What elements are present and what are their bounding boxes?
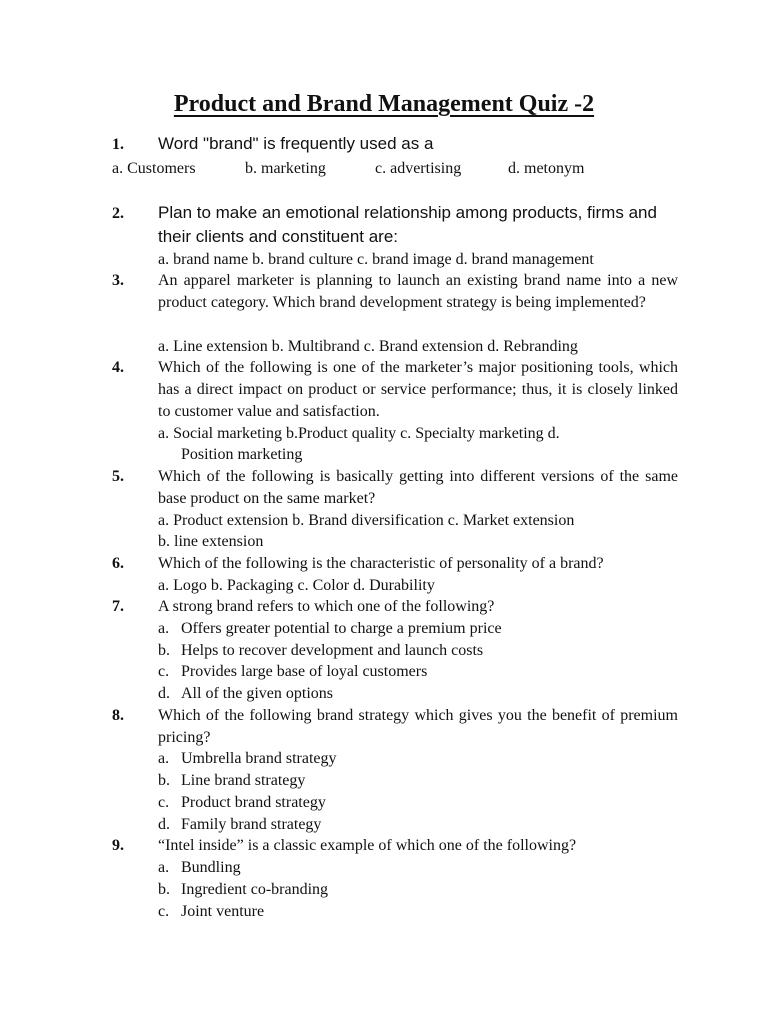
question-text: their clients and constituent are: — [158, 227, 399, 246]
option-letter: a. — [158, 750, 170, 767]
option-letter: b. — [158, 642, 170, 659]
question-text: Which of the following is the characteristic of personality of a brand? — [158, 555, 604, 572]
question-text: Word "brand" is frequently used as a — [158, 134, 434, 153]
question-number: 3. — [112, 272, 124, 289]
question-number: 8. — [112, 707, 124, 724]
option-letter: d. — [158, 685, 170, 702]
option-letter: c. — [158, 903, 170, 920]
answer-options: Position marketing — [181, 446, 303, 463]
question-number: 4. — [112, 359, 124, 376]
question-text: Plan to make an emotional relationship among products, firms and — [158, 203, 657, 222]
question-text: An apparel marketer is planning to launch an existing brand name into a new product category. Which brand development strategy is being implemented? — [158, 272, 678, 311]
option-text: Bundling — [181, 859, 241, 876]
page-title-text: Product and Brand Management Quiz -2 — [173, 91, 595, 117]
page-title — [0, 88, 768, 120]
option-letter: a. — [158, 620, 170, 637]
question-text: Which of the following is basically getting into different versions of the same base product on the same market? — [158, 468, 678, 507]
option-text: Helps to recover development and launch costs — [181, 642, 484, 659]
question-text: Which of the following is one of the marketer’s major positioning tools, which has a direct impact on product or service performance; thus, it is closely linked to customer value and satisfaction. — [158, 359, 678, 420]
question-text: A strong brand refers to which one of the following? — [158, 598, 495, 615]
option-text: Offers greater potential to charge a premium price — [181, 620, 502, 637]
question-number: 9. — [112, 837, 124, 854]
question-number: 2. — [112, 205, 124, 222]
answer-option — [158, 683, 333, 705]
option-letter: b. — [158, 772, 170, 789]
option-letter: d. — [158, 816, 170, 833]
answer-option — [158, 618, 502, 640]
answer-option — [158, 879, 328, 901]
answer-option — [158, 857, 241, 879]
answer-options: a. Logo b. Packaging c. Color d. Durability — [158, 577, 435, 594]
answer-options: b. line extension — [158, 533, 264, 550]
answer-options: a. Social marketing b.Product quality c. Specialty marketing d. — [158, 425, 560, 442]
answer-option — [158, 901, 264, 923]
answer-options: a. brand name b. brand culture c. brand image d. brand management — [158, 251, 594, 268]
answer-option — [158, 814, 321, 836]
option-text: Provides large base of loyal customers — [181, 663, 428, 680]
option-letter: a. — [158, 859, 170, 876]
question-text: Which of the following brand strategy which gives you the benefit of premium pricing? — [158, 707, 678, 746]
question-number: 6. — [112, 555, 124, 572]
option-letter: b. — [158, 881, 170, 898]
option-letter: c. — [158, 663, 170, 680]
answer-option — [158, 770, 305, 792]
option-text: Line brand strategy — [181, 772, 306, 789]
question-number: 7. — [112, 598, 124, 615]
answer-option: a. Customers — [112, 160, 196, 177]
answer-option: d. metonym — [508, 160, 585, 177]
option-text: Umbrella brand strategy — [181, 750, 337, 767]
option-text: Ingredient co-branding — [181, 881, 329, 898]
answer-option: c. advertising — [375, 160, 462, 177]
answer-option — [158, 640, 483, 662]
question-number: 5. — [112, 468, 124, 485]
answer-options: a. Line extension b. Multibrand c. Brand extension d. Rebranding — [158, 338, 578, 355]
option-text: All of the given options — [181, 685, 333, 702]
answer-option: b. marketing — [245, 160, 326, 177]
option-letter: c. — [158, 794, 170, 811]
option-text: Joint venture — [181, 903, 265, 920]
question-number: 1. — [112, 136, 124, 153]
answer-option — [158, 748, 337, 770]
answer-options: a. Product extension b. Brand diversification c. Market extension — [158, 512, 575, 529]
answer-option — [158, 661, 427, 683]
answer-option — [158, 792, 326, 814]
option-text: Family brand strategy — [181, 816, 322, 833]
option-text: Product brand strategy — [181, 794, 326, 811]
question-text: “Intel inside” is a classic example of which one of the following? — [158, 837, 577, 854]
